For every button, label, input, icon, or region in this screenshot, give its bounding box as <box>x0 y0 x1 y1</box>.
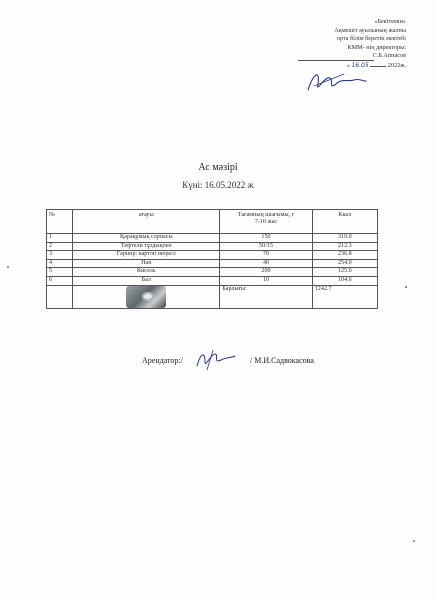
director-name: С.Б.Аппасов <box>372 52 406 60</box>
meal-photo <box>126 286 166 308</box>
tenant-name: / М.И.Садвокасова <box>250 356 314 365</box>
approval-org-line-1: Ақмешіт ауылының жалпы <box>334 26 406 34</box>
approval-org-line-2: орта білім беретін мектебі <box>336 35 406 43</box>
menu-table <box>46 209 378 309</box>
table-row: 6 Бал 10 104.6 <box>47 276 378 285</box>
approval-heading: «Бекітемін» <box>374 18 406 25</box>
tenant-label: Арендатор:/ <box>142 356 183 365</box>
header-name: атауы <box>73 210 220 234</box>
tenant-signature-image <box>193 348 237 372</box>
header-quantity: Тағамның шығымы, г 7-10 жас <box>220 210 313 234</box>
scan-speck <box>7 266 9 268</box>
approval-date-year: 2022ж. <box>387 62 406 70</box>
table-total-row <box>47 285 378 308</box>
menu-table-header <box>47 210 378 234</box>
menu-date: Күні: 16.05.2022 ж <box>182 180 254 190</box>
approval-position: КММ- нің директоры: <box>347 43 406 51</box>
table-row: 2 Тефтели тұздықпен 50/15 212.3 <box>47 242 378 251</box>
director-signature-image <box>304 64 368 98</box>
total-label: Барлығы: <box>220 285 313 308</box>
scan-speck <box>405 286 407 288</box>
table-row: 1 Қарақұмық сорпасы 150 310.0 <box>47 234 378 243</box>
page-title: Ас мәзірі <box>198 162 238 173</box>
table-row: 5 Кисель 200 125.0 <box>47 268 378 277</box>
total-kcal: 1242.7 <box>312 285 377 308</box>
approval-date: « 16.05 2022ж. <box>346 62 406 70</box>
approval-date-handwritten: 16.05 <box>351 62 369 70</box>
director-signature-line <box>276 52 406 62</box>
table-row: 4 Нан 40 254.0 <box>47 259 378 268</box>
header-number: № <box>47 210 73 234</box>
meal-photo-cell <box>73 285 220 308</box>
scan-speck <box>413 540 415 542</box>
table-row: 3 Гарнир: картоп пюресі 70 236.8 <box>47 251 378 260</box>
header-kcal: Ккал <box>312 210 377 234</box>
